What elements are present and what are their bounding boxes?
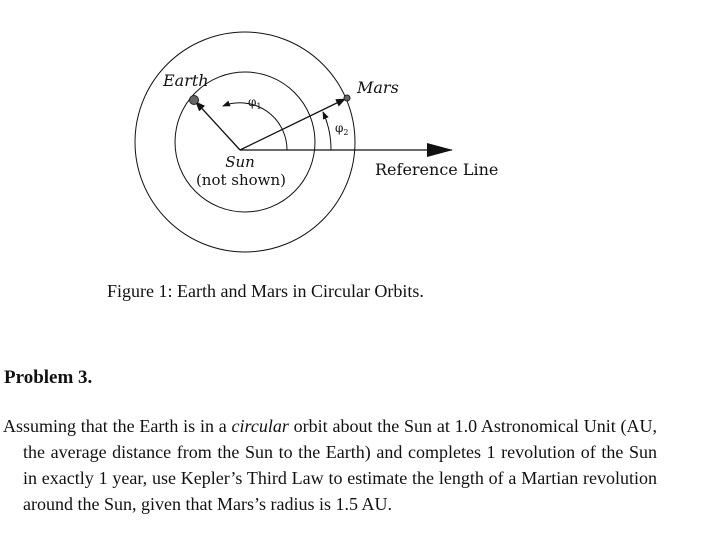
problem-text-after: orbit about the Sun at 1.0 Astronomical Unit (AU, the average distance from the Sun to the Earth) and completes 1 revolution of the Sun in exactly 1 year, use Kepler’s Third Law to estimate the length of a Martian revolution around the Sun, given that Mars’s radius is 1.5 AU.	[23, 416, 657, 514]
sun-label: Sun	[225, 153, 255, 171]
reference-line-label: Reference Line	[375, 160, 499, 179]
figure-caption: Figure 1: Earth and Mars in Circular Orbits.	[107, 281, 424, 301]
problem-heading: Problem 3.	[4, 367, 93, 388]
earth-planet	[190, 96, 199, 105]
phi2-arc	[323, 112, 331, 150]
mars-planet	[344, 95, 350, 101]
earth-orbit	[175, 72, 315, 212]
earth-label: Earth	[163, 71, 209, 90]
mars-orbit	[135, 32, 355, 252]
phi2-label: $\varphi_2$	[335, 121, 349, 137]
problem-text	[3, 413, 657, 517]
problem-text-emphasis: circular	[231, 416, 289, 436]
problem-text-before: Assuming that the Earth is in a	[3, 416, 232, 436]
earth-radius-arrow	[196, 102, 240, 150]
mars-label: Mars	[357, 78, 399, 97]
phi1-label: $\varphi_1$	[248, 95, 262, 111]
sun-note: (not shown)	[195, 171, 287, 189]
